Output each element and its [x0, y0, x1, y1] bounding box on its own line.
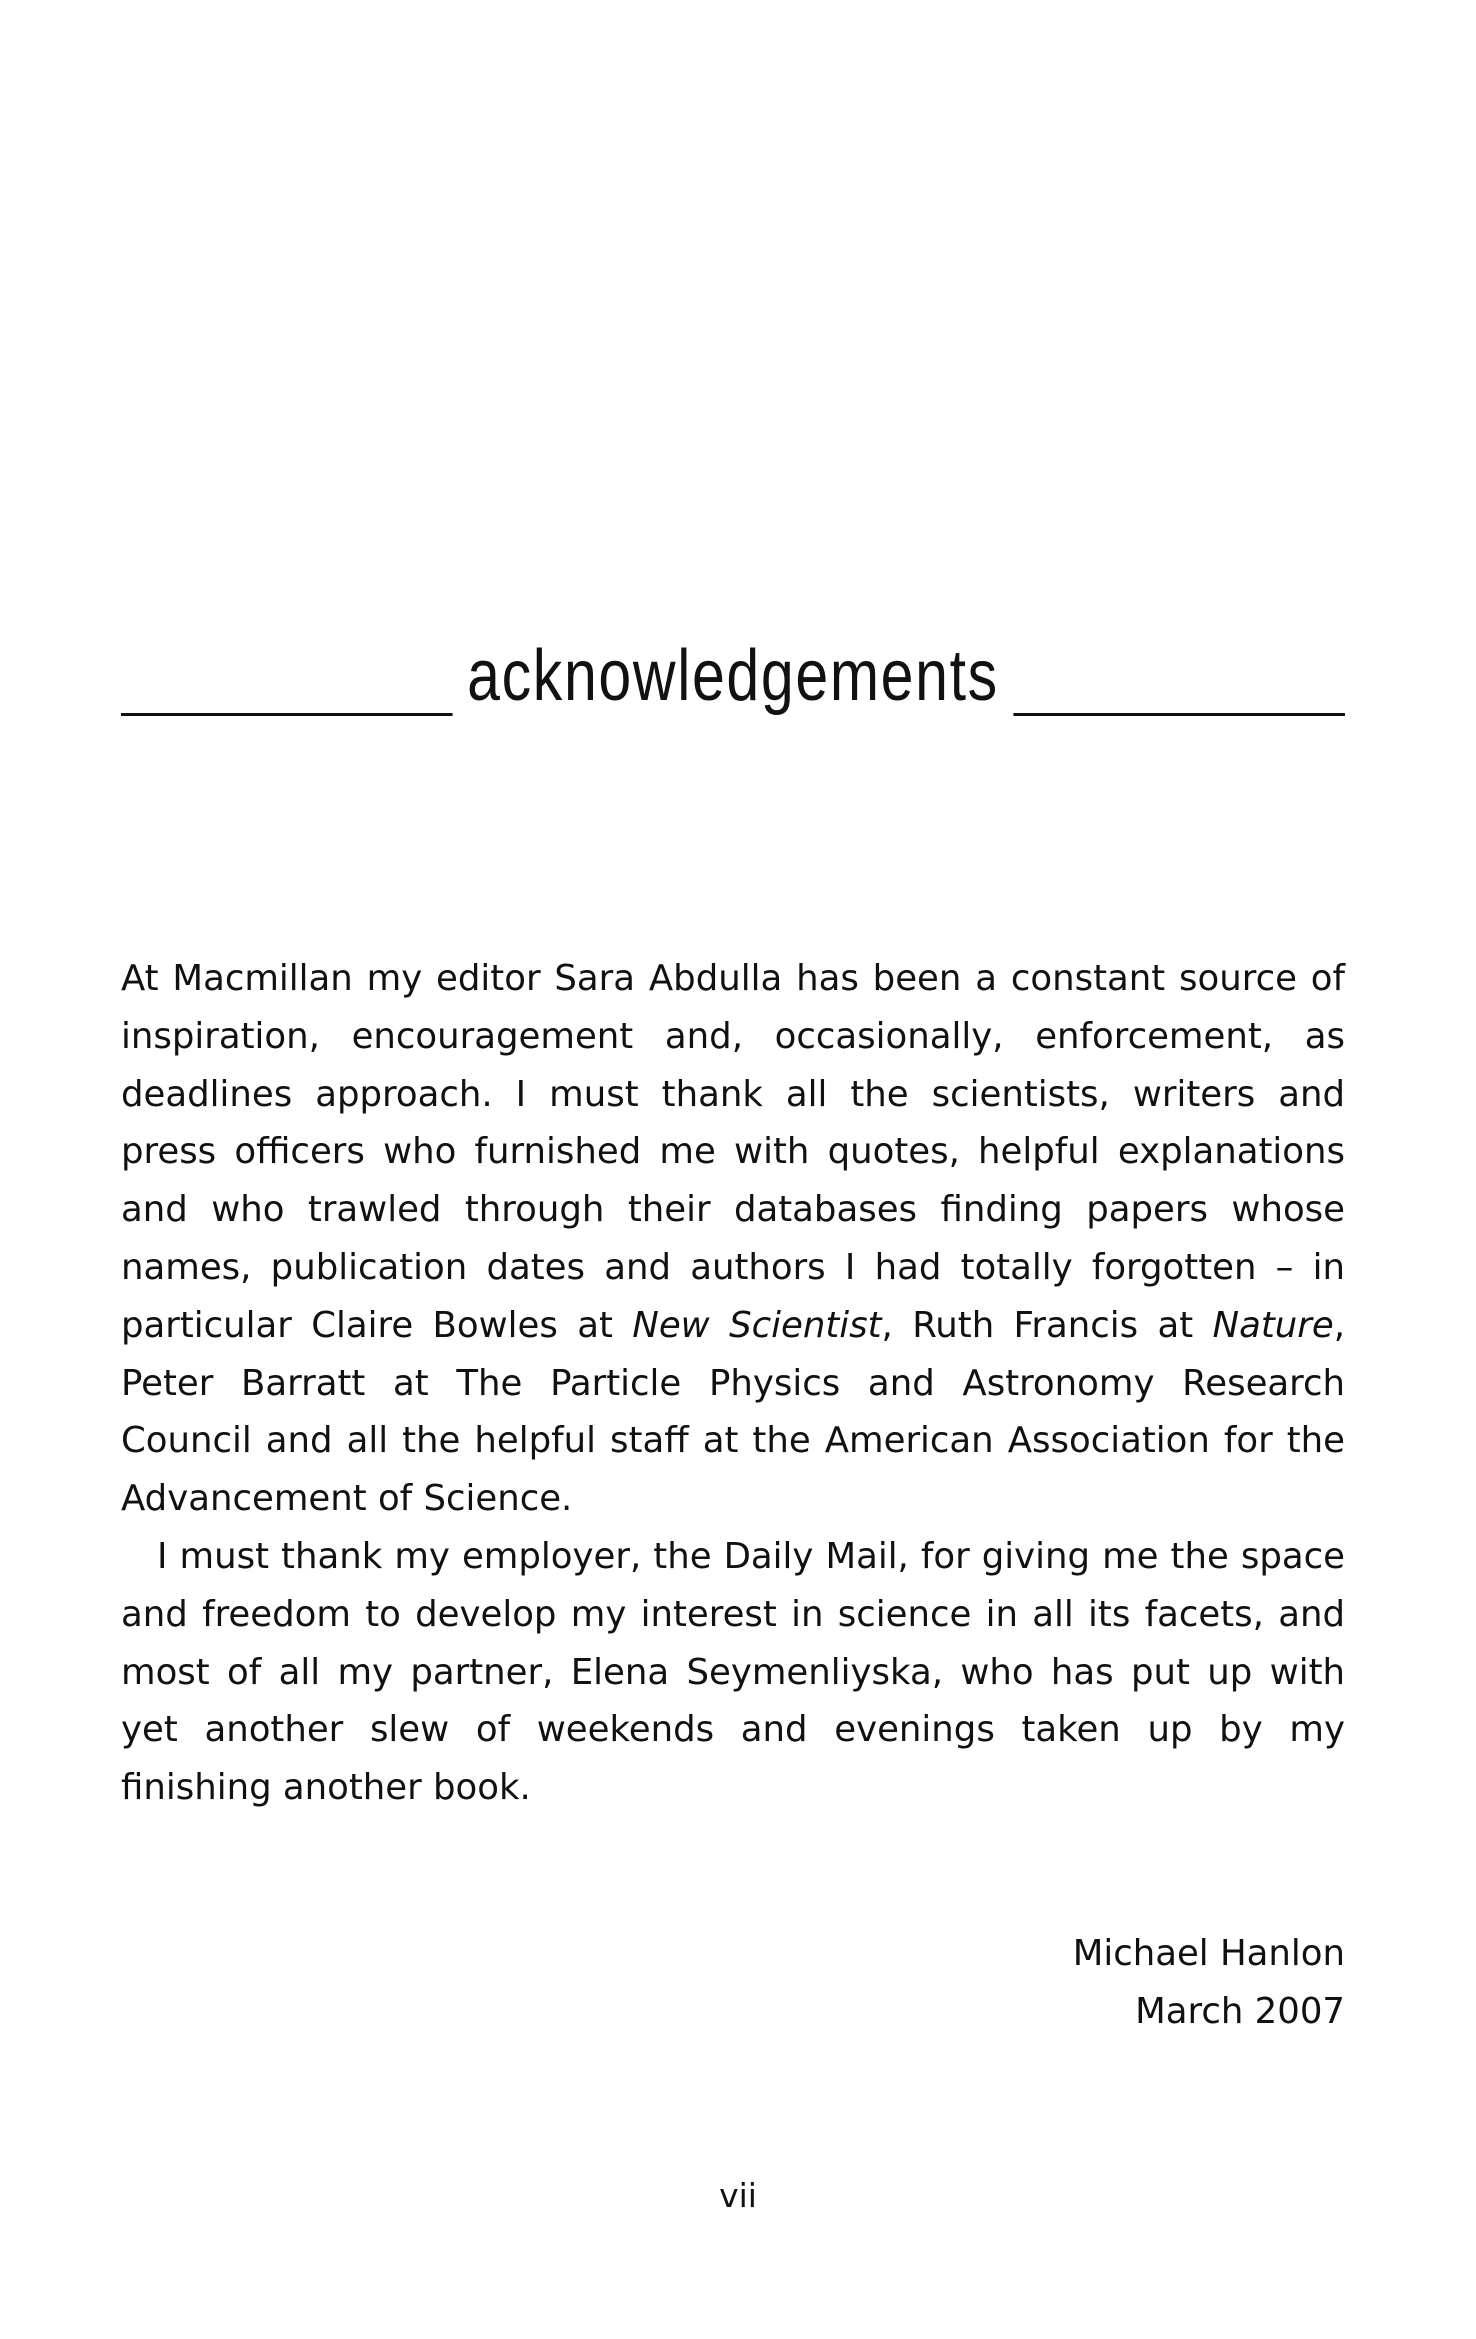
paragraph-1-text-b: , Ruth Francis at: [881, 1304, 1213, 1346]
paragraph-1: [121, 950, 1345, 1528]
paragraph-1-text-a: At Macmillan my editor Sara Abdulla has been a constant source of inspiration, encouragement and, occasionally, enforcement, as deadlines approach. I must thank all the scientists, writers and press officers who furnished me with quotes, helpful explanations and who trawled through their databases finding papers whose names, publication dates and authors I had totally forgotten – in particular Claire Bowles at: [121, 958, 1345, 1346]
signoff-date: March 2007: [1135, 1990, 1345, 2032]
page-number: vii: [719, 2176, 757, 2215]
signoff: [1073, 1925, 1345, 2041]
chapter-heading: [121, 628, 1345, 738]
chapter-title: acknowledgements: [452, 636, 1013, 716]
body-text: [121, 950, 1345, 1817]
publication-nature: Nature: [1212, 1304, 1334, 1346]
author-name: Michael Hanlon: [1072, 1933, 1345, 1974]
paragraph-2: I must thank my employer, the Daily Mail, for giving me the space and freedom to develop my interest in science in all its facets, and most of all my partner, Elena Seymenliyska, who has put up with yet another slew of weekends and evenings taken up by my finishing another book.: [121, 1535, 1345, 1809]
paragraph-1-text-c: , Peter Barratt at The Particle Physics and Astronomy Research Council and all the helpful staff at the American Association for the Advancement of Science.: [121, 1304, 1345, 1520]
chapter-title-container: [231, 628, 1235, 724]
publication-new-scientist: New Scientist: [632, 1304, 882, 1346]
